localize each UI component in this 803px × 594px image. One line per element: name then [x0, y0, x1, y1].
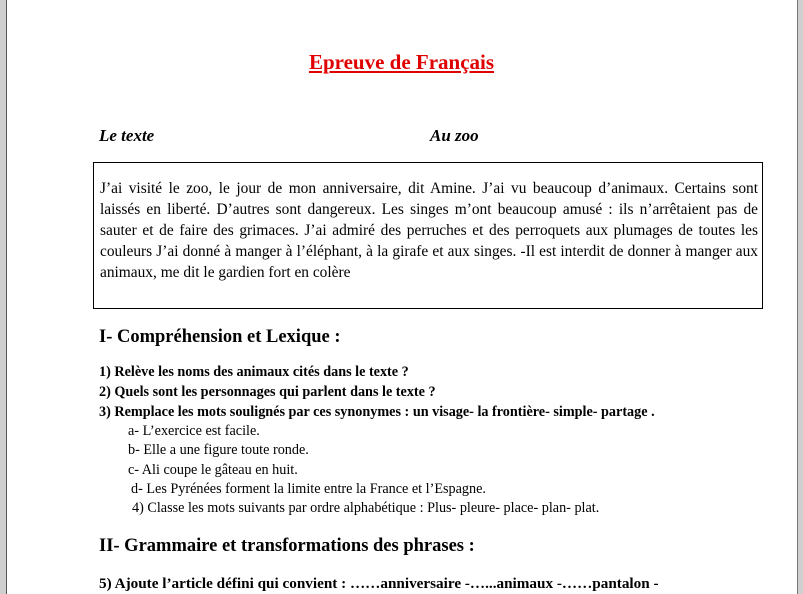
text-title: Au zoo	[430, 126, 479, 145]
text-label: Le texte	[99, 126, 155, 145]
exercise-item-b: b- Elle a une figure toute ronde.	[128, 442, 309, 458]
passage-text: J’ai visité le zoo, le jour de mon anniversaire, dit Amine. J’ai vu beaucoup d’animaux. Certains sont laissés en liberté. D’autres sont dangereux. Les singes m’ont beaucoup amusé : ils n’arrêtaient pas de sauter et de faire des grimaces. J’ai admiré des perruches et des perroquets aux plumages de toutes les couleurs J’ai donné à manger à l’éléphant, à la girafe et aux singes. -Il est interdit de donner à manger aux animaux, me dit le gardien fort en colère	[100, 180, 758, 281]
question-3: 3) Remplace les mots soulignés par ces synonymes : un visage- la frontière- simple- partage .	[99, 404, 655, 420]
section-heading-comprehension: I- Compréhension et Lexique :	[99, 327, 341, 347]
page-title: Epreuve de Français	[308, 50, 495, 74]
question-5: 5) Ajoute l’article défini qui convient : ……anniversaire -…...animaux -……pantalon -	[99, 575, 659, 592]
question-1: 1) Relève les noms des animaux cités dans le texte ?	[99, 364, 409, 380]
page-right-border	[797, 0, 798, 594]
exercise-item-a: a- L’exercice est facile.	[128, 423, 260, 439]
exercise-item-d: d- Les Pyrénées forment la limite entre la France et l’Espagne.	[131, 481, 486, 497]
exercise-item-c: c- Ali coupe le gâteau en huit.	[128, 462, 298, 478]
section-heading-grammar: II- Grammaire et transformations des phrases :	[99, 536, 475, 556]
question-4: 4) Classe les mots suivants par ordre alphabétique : Plus- pleure- place- plan- plat.	[132, 500, 600, 516]
page-left-border	[6, 0, 7, 594]
viewer-right-edge	[798, 0, 803, 594]
question-2: 2) Quels sont les personnages qui parlent dans le texte ?	[99, 384, 436, 400]
passage-box	[93, 162, 763, 309]
